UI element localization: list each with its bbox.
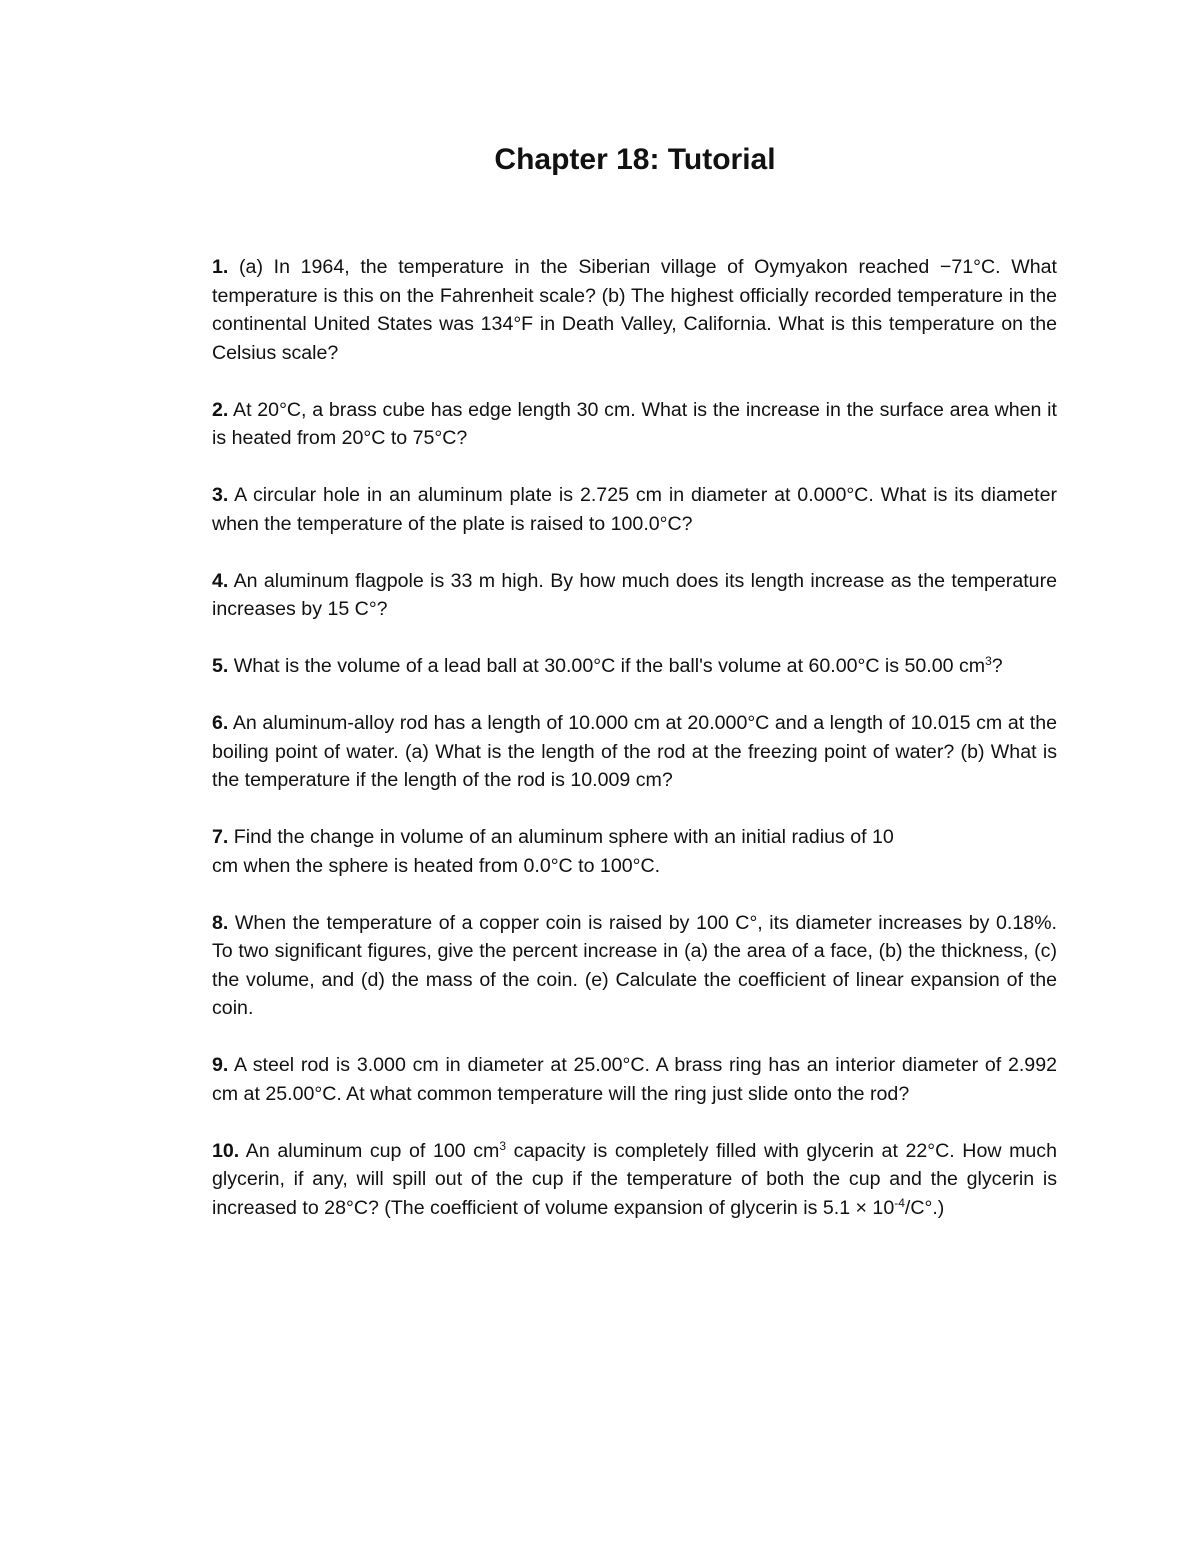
problem-number: 1.: [212, 256, 229, 278]
page-title: Chapter 18: Tutorial: [494, 143, 776, 176]
problem-text: A circular hole in an aluminum plate is 2.725 cm in diameter at 0.000°C. What is its diameter when the temperature of the plate is raised to 100.0°C?: [212, 484, 1057, 535]
problem-number: 6.: [212, 712, 229, 734]
problem-number: 8.: [212, 911, 229, 934]
problem-text-middle: capacity is completely filled with glycerin at 22°C. How much glycerin, if any, will spill out of the cup if the temperature of both the cup and the glycerin is increased to 28°C? (The coefficient of volume expansion of glycerin is 5.1 × 10: [212, 1139, 1057, 1219]
problem-3: [212, 481, 1057, 538]
problem-text-end: ?: [991, 655, 1003, 677]
problem-4: [212, 567, 1057, 624]
problem-text-line-2: cm when the sphere is heated from 0.0°C to 100°C.: [212, 854, 661, 877]
problem-number: 2.: [212, 398, 229, 421]
problem-number: 4.: [212, 569, 229, 592]
problem-number: 9.: [212, 1054, 229, 1076]
problem-text: (a) In 1964, the temperature in the Siberian village of Oymyakon reached −71°C. What temperature is this on the Fahrenheit scale? (b) The highest officially recorded temperature in the continental United States was 134°F in Death Valley, California. What is this temperature on the Celsius scale?: [212, 256, 1057, 364]
problem-list: [212, 253, 1057, 1251]
problem-number: 10.: [212, 1139, 240, 1162]
problem-7: [212, 823, 1057, 880]
problem-text: At 20°C, a brass cube has edge length 30 cm. What is the increase in the surface area when it is heated from 20°C to 75°C?: [212, 398, 1057, 449]
problem-number: 5.: [212, 655, 229, 677]
superscript: -4: [894, 1195, 905, 1210]
problem-10: [212, 1137, 1057, 1223]
superscript: 3: [985, 654, 992, 668]
problem-6: [212, 709, 1057, 795]
problem-text-end: /C°.): [904, 1196, 945, 1219]
problem-2: [212, 396, 1057, 453]
problem-text: When the temperature of a copper coin is raised by 100 C°, its diameter increases by 0.18%. To two significant figures, give the percent increase in (a) the area of a face, (b) the thickness, (c) the volume, and (d) the mass of the coin. (e) Calculate the coefficient of linear expansion of the coin.: [212, 911, 1057, 1019]
problem-5: [212, 652, 1057, 681]
problem-text: What is the volume of a lead ball at 30.00°C if the ball's volume at 60.00°C is 50.00 cm: [233, 655, 986, 677]
problem-text: A steel rod is 3.000 cm in diameter at 25.00°C. A brass ring has an interior diameter of 2.992 cm at 25.00°C. At what common temperature will the ring just slide onto the rod?: [212, 1054, 1057, 1105]
problem-text-line-1: Find the change in volume of an aluminum sphere with an initial radius of 10: [233, 826, 894, 848]
superscript: 3: [499, 1138, 507, 1153]
problem-9: [212, 1051, 1057, 1108]
problem-1: [212, 253, 1057, 367]
problem-number: 7.: [212, 826, 229, 848]
problem-text: An aluminum-alloy rod has a length of 10.000 cm at 20.000°C and a length of 10.015 cm at the boiling point of water. (a) What is the length of the rod at the freezing point of water? (b) What is the temperature if the length of the rod is 10.009 cm?: [212, 712, 1057, 791]
problem-number: 3.: [212, 484, 229, 506]
problem-text: An aluminum cup of 100 cm: [245, 1139, 500, 1162]
problem-8: [212, 909, 1057, 1023]
problem-text: An aluminum flagpole is 33 m high. By how much does its length increase as the temperature increases by 15 C°?: [212, 569, 1057, 620]
